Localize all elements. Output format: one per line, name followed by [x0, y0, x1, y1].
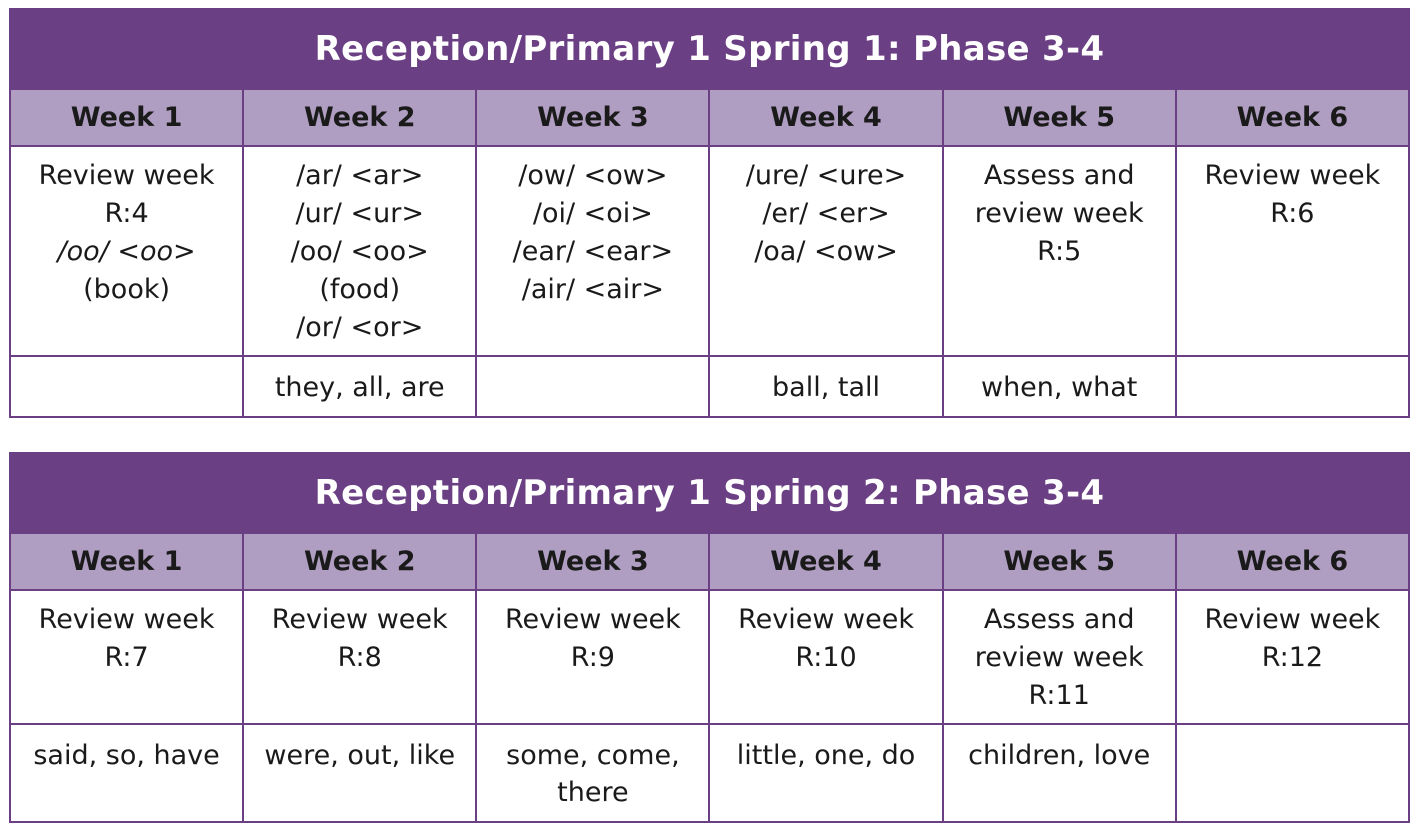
spring-1-table	[9, 8, 1410, 418]
words-cell	[243, 356, 476, 417]
content-line: R:9	[570, 642, 615, 673]
content-line: /ur/ <ur>	[295, 198, 424, 229]
content-line: review week	[974, 198, 1144, 229]
content-cell	[1176, 146, 1409, 356]
content-line: Review week	[38, 160, 215, 191]
table-title: Reception/Primary 1 Spring 2: Phase 3-4	[10, 453, 1409, 533]
content-cell	[10, 146, 243, 356]
words-cell	[943, 356, 1176, 417]
words-line: they, all, are	[274, 372, 445, 403]
content-line: R:11	[1028, 680, 1090, 711]
week-header: Week 1	[10, 89, 243, 146]
week-header: Week 6	[1176, 533, 1409, 590]
words-line: said, so, have	[33, 740, 220, 771]
content-line: Review week	[38, 604, 215, 635]
content-line: R:7	[104, 642, 149, 673]
content-line: /oi/ <oi>	[532, 198, 653, 229]
words-line: children, love	[968, 740, 1151, 771]
words-line: when, what	[980, 372, 1138, 403]
content-cell	[1176, 590, 1409, 724]
content-line: /oo/ <oo>	[57, 236, 196, 267]
content-line: review week	[974, 642, 1144, 673]
week-header: Week 4	[709, 533, 942, 590]
content-line: R:8	[337, 642, 382, 673]
words-cell	[1176, 724, 1409, 822]
week-header: Week 3	[476, 533, 709, 590]
words-cell	[476, 356, 709, 417]
content-line: /ar/ <ar>	[296, 160, 424, 191]
words-line: ball, tall	[772, 372, 881, 403]
week-header: Week 2	[243, 533, 476, 590]
week-header: Week 3	[476, 89, 709, 146]
table-title: Reception/Primary 1 Spring 1: Phase 3-4	[10, 9, 1409, 89]
week-header-row	[10, 89, 1409, 146]
week-header: Week 2	[243, 89, 476, 146]
content-line: /ear/ <ear>	[512, 236, 674, 267]
words-line: there	[557, 777, 629, 808]
content-line: R:6	[1270, 198, 1315, 229]
content-line: R:10	[795, 642, 857, 673]
content-line: R:5	[1037, 236, 1082, 267]
words-line: little, one, do	[736, 740, 916, 771]
content-cell	[476, 590, 709, 724]
content-line: /oa/ <ow>	[754, 236, 898, 267]
content-line: /air/ <air>	[521, 274, 665, 305]
content-cell	[10, 590, 243, 724]
words-line: some, come,	[506, 740, 680, 771]
week-header: Week 6	[1176, 89, 1409, 146]
content-line: /oo/ <oo>	[290, 236, 429, 267]
content-line: Review week	[1204, 604, 1381, 635]
words-cell	[10, 724, 243, 822]
words-cell	[943, 724, 1176, 822]
content-line: Assess and	[983, 604, 1135, 635]
week-header: Week 4	[709, 89, 942, 146]
words-cell	[709, 724, 942, 822]
words-cell	[10, 356, 243, 417]
content-line: R:4	[104, 198, 149, 229]
content-line: Review week	[271, 604, 448, 635]
content-cell	[943, 146, 1176, 356]
content-line: Review week	[1204, 160, 1381, 191]
content-line: /or/ <or>	[296, 312, 424, 343]
content-line: (book)	[83, 274, 171, 305]
week-header: Week 1	[10, 533, 243, 590]
phonics-content-row	[10, 146, 1409, 356]
week-header: Week 5	[943, 89, 1176, 146]
content-line: /er/ <er>	[762, 198, 890, 229]
week-header-row	[10, 533, 1409, 590]
content-line: /ow/ <ow>	[518, 160, 668, 191]
spring-2-table	[9, 452, 1410, 823]
content-cell	[476, 146, 709, 356]
content-cell	[709, 590, 942, 724]
content-cell	[943, 590, 1176, 724]
words-cell	[709, 356, 942, 417]
tricky-words-row	[10, 724, 1409, 822]
content-cell	[243, 590, 476, 724]
tricky-words-row	[10, 356, 1409, 417]
content-cell	[709, 146, 942, 356]
content-line: Review week	[504, 604, 681, 635]
phonics-content-row	[10, 590, 1409, 724]
words-cell	[243, 724, 476, 822]
content-line: Assess and	[983, 160, 1135, 191]
content-line: Review week	[738, 604, 914, 635]
words-cell	[1176, 356, 1409, 417]
content-line: /ure/ <ure>	[745, 160, 907, 191]
words-line: were, out, like	[264, 740, 456, 771]
week-header: Week 5	[943, 533, 1176, 590]
content-cell	[243, 146, 476, 356]
content-line: R:12	[1261, 642, 1324, 673]
content-line: (food)	[319, 274, 401, 305]
words-cell	[476, 724, 709, 822]
